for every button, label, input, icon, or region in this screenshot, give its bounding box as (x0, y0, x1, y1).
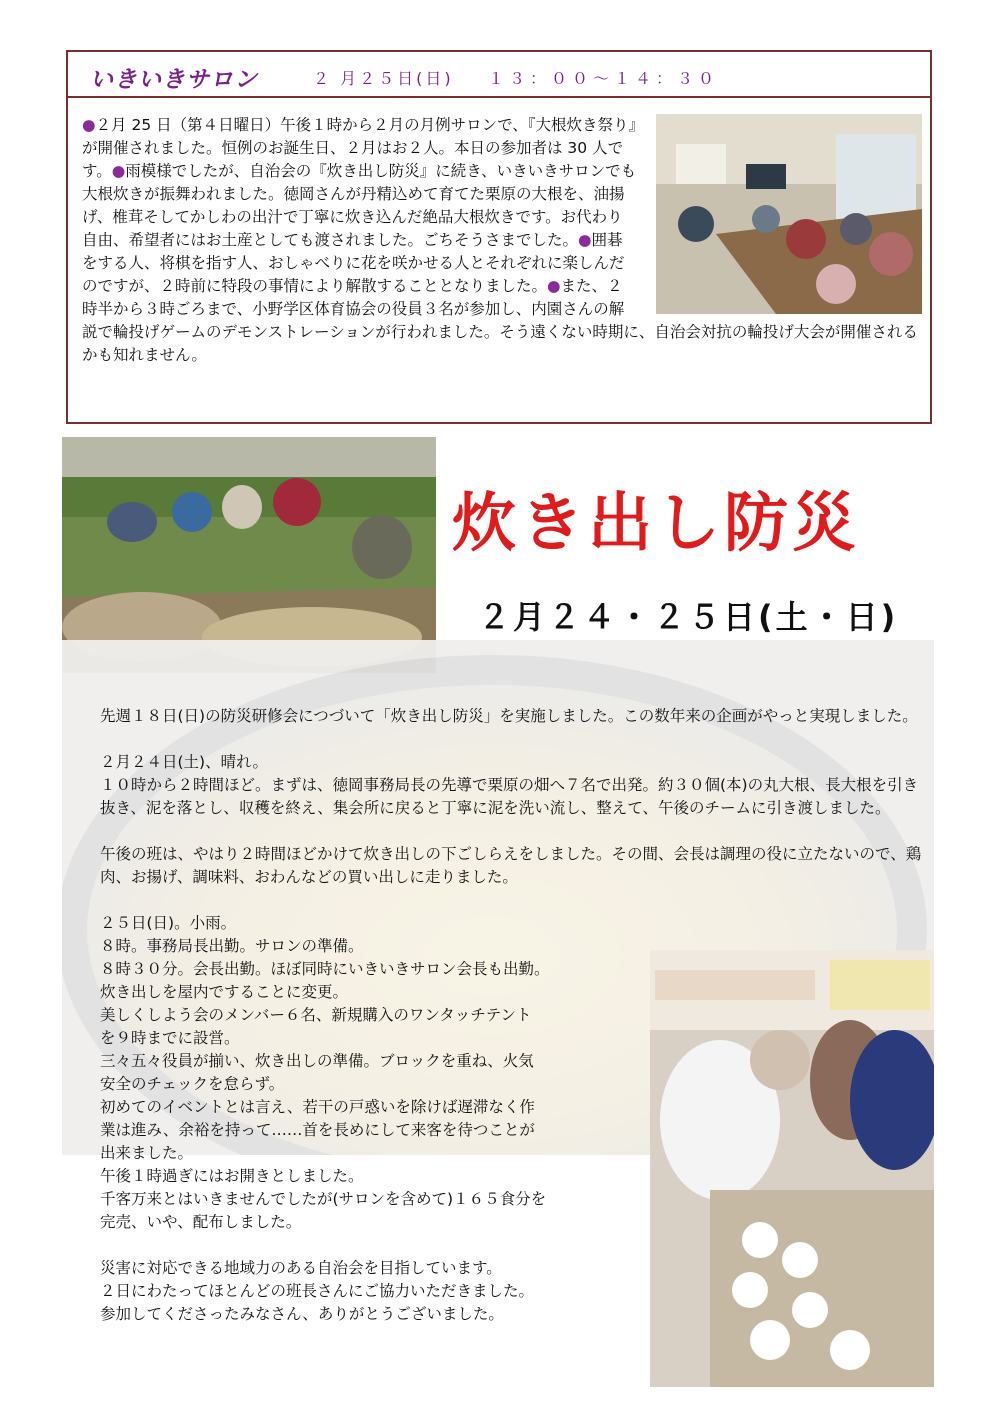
bullet-icon: ● (547, 277, 561, 295)
day2-line: を９時までに設営。 (100, 1029, 240, 1047)
day2-section (100, 912, 640, 1326)
article-intro: 先週１８日(日)の防災研修会につづいて「炊き出し防災」を実施しました。この数年来の企画がやっと実現しました。 (100, 707, 918, 725)
day2-line: 初めてのイベントとは言え、若干の戸惑いを除けば遅滞なく作 (100, 1098, 535, 1116)
day2-line: 三々五々役員が揃い、炊き出しの準備。ブロックを重ね、火気 (100, 1052, 534, 1070)
salon-room-photo (656, 114, 922, 314)
closing-line: ２日にわたってほとんどの班長さんにご協力いただきました。 (100, 1282, 535, 1300)
day1-body: １０時から２時間ほど。まずは、徳岡事務局長の先導で栗原の畑へ７名で出発。約３０個(本)の丸大根、長大根を引き抜き、泥を落とし、収穫を終え、集会所に戻ると丁寧に泥を洗い流し、整えて、午後のチームに引き渡しました。 (100, 776, 919, 817)
day2-line: 安全のチェックを怠らず。 (100, 1075, 285, 1093)
closing-line: 災害に対応できる地域力のある自治会を目指しています。 (100, 1259, 502, 1277)
salon-para-3: 囲碁をする人、将棋を指す人、おしゃべりに花を咲かせる人とそれぞれに楽しんだのですが、２時前に特段の事情により解散することとなりました。 (82, 231, 625, 295)
day2-line: 業は進み、余裕を持って……首を長めにして来客を待つことが (100, 1121, 535, 1139)
event-dates: ２月２４・２５日(土・日) (478, 598, 899, 636)
day2-line: ８時。事務局長出勤。サロンの準備。 (100, 937, 364, 955)
salon-time: １３：００～１４：３０ (488, 69, 720, 88)
afternoon-text: 午後の班は、やはり２時間ほどかけて炊き出しの下ごしらえをしました。その間、会長は調理の役に立たないので、鶏肉、お揚げ、調味料、おわんなどの買い出しに走りました。 (100, 845, 922, 886)
salon-header (68, 52, 930, 98)
day2-line: 炊き出しを屋内ですることに変更。 (100, 983, 349, 1001)
bullet-icon: ● (82, 116, 96, 134)
day1-heading: ２月２４日(土)、晴れ。 (100, 753, 269, 771)
day2-line: ２５日(日)。小雨。 (100, 914, 237, 932)
day2-line: 完売、いや、配布しました。 (100, 1213, 302, 1231)
day2-line: 午後１時過ぎにはお開きとしました。 (100, 1167, 364, 1185)
day2-line: ８時３０分。会長出勤。ほぼ同時にいきいきサロン会長も出勤。 (100, 960, 550, 978)
salon-para-1: ２月 25 日（第４日曜日）午後１時から２月の月例サロンで、『大根炊き祭り』が開催されました。恒例のお誕生日、２月はお２人。本日の参加者は 30 人です。 (82, 116, 637, 180)
article-body (100, 705, 930, 1326)
salon-body (82, 114, 922, 367)
day2-line: 出来ました。 (100, 1144, 194, 1162)
day2-line: 千客万来とはいきませんでしたが(サロンを含めて)１６５食分を (100, 1190, 547, 1208)
closing-line: 参加してくださったみなさん、ありがとうございました。 (100, 1305, 504, 1323)
salon-para-2: 雨模様でしたが、自治会の『炊き出し防災』に続き、いきいきサロンでも大根炊きが振舞われました。徳岡さんが丹精込めて育てた栗原の大根を、油揚げ、椎茸そしてかしわの出汁で丁寧に炊き込んだ絶品大根炊きです。お代わり自由、希望者にはお土産としても渡されました。ごちそうさまでした。 (82, 162, 637, 249)
salon-date: ２ 月２５日(日) (313, 69, 454, 88)
radish-field-photo (62, 437, 436, 673)
salon-para-4: また、２時半から３時ごろまで、小野学区体育協会の役員３名が参加し、内園さんの解説で輪投げゲームのデモンストレーションが行われました。そう遠くない時期に、自治会対抗の輪投げ大会が開催されるかも知れません。 (82, 277, 918, 364)
salon-box (66, 50, 932, 424)
day2-line: 美しくしよう会のメンバー６名、新規購入のワンタッチテント (100, 1006, 532, 1024)
event-title: 炊き出し防災 (452, 487, 860, 561)
bullet-icon: ● (111, 162, 126, 180)
salon-title: いきいきサロン (90, 67, 258, 93)
bullet-icon: ● (578, 231, 592, 249)
